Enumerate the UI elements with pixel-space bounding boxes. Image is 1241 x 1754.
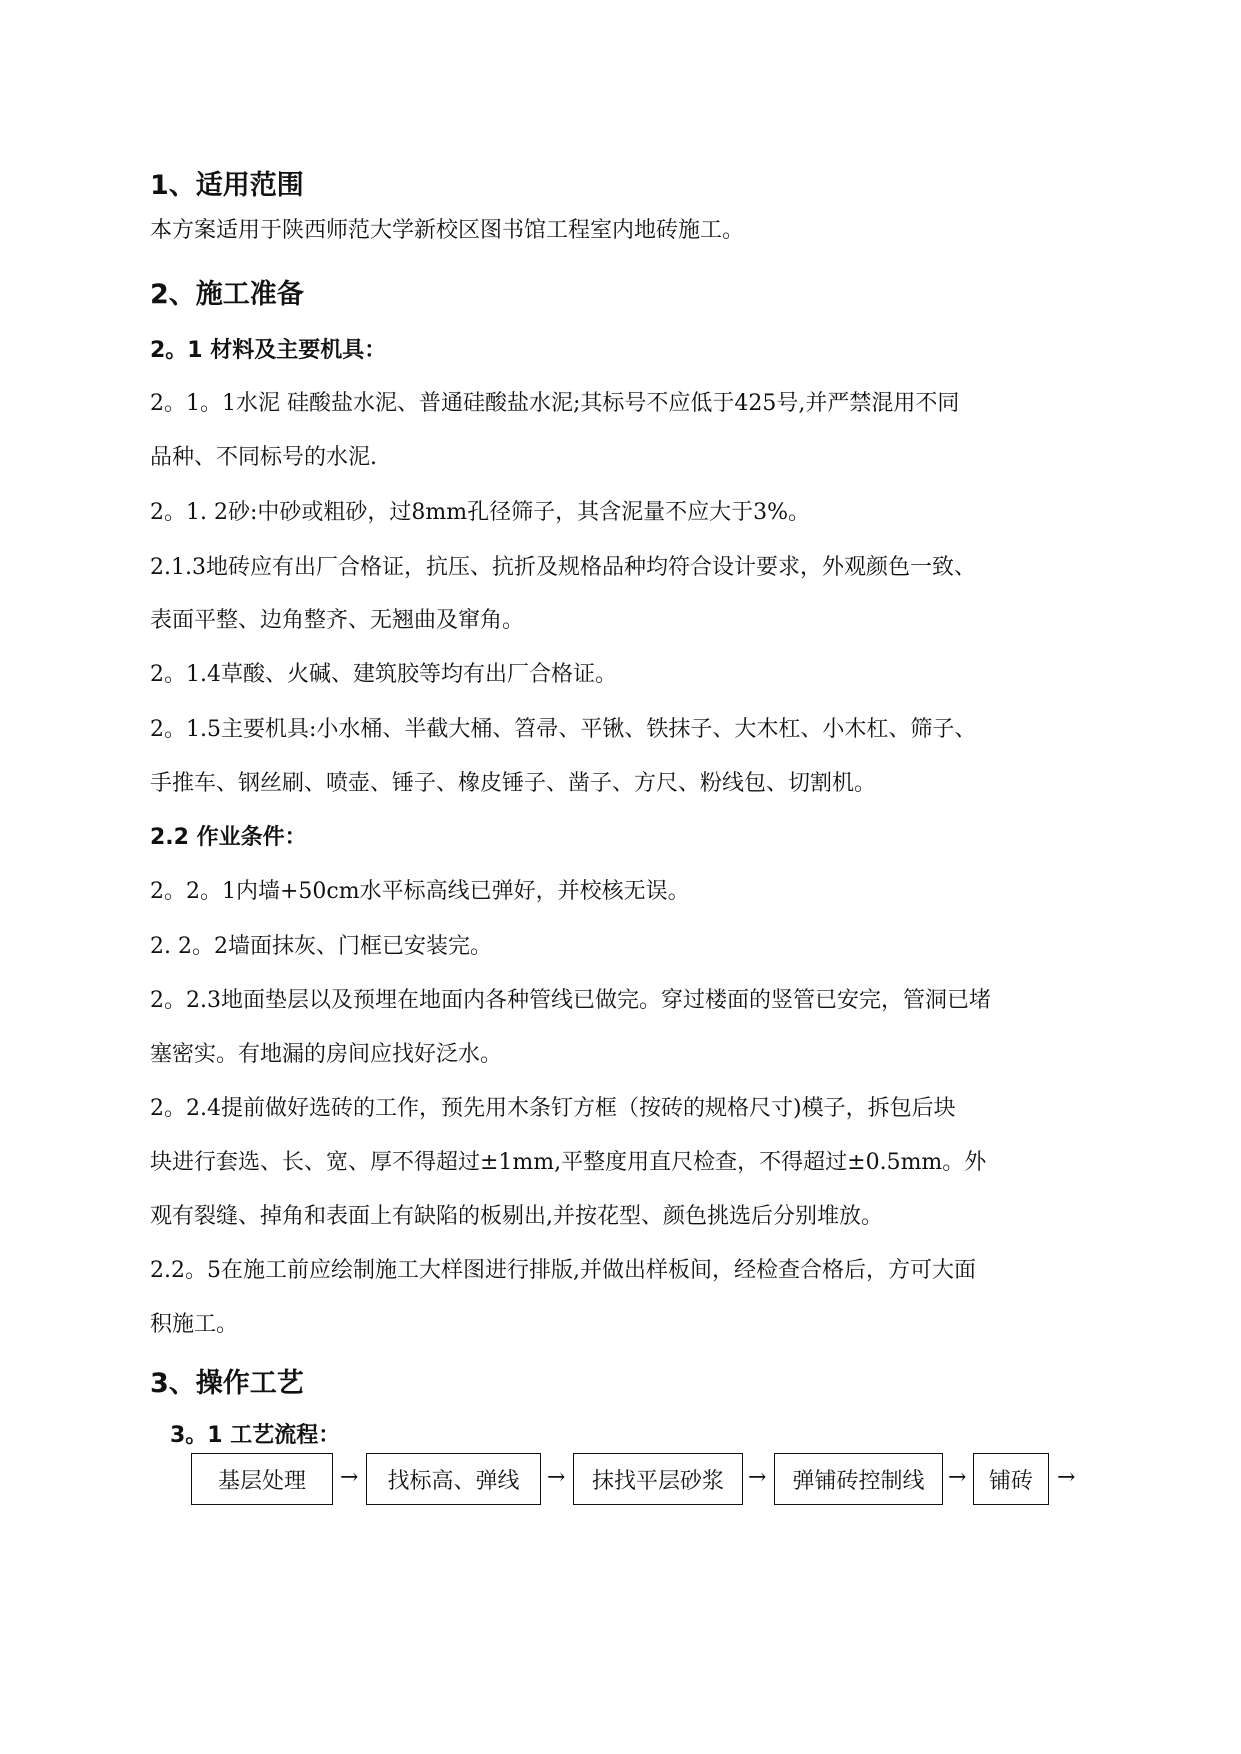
text-line: 2。1。1水泥 硅酸盐水泥、普通硅酸盐水泥;其标号不应低于425号,并严禁混用不同	[150, 391, 960, 416]
section-1-paragraph: 本方案适用于陕西师范大学新校区图书馆工程室内地砖施工。	[150, 218, 745, 243]
flow-arrow: →	[340, 1465, 359, 1490]
section-1-heading: 1、适用范围	[150, 170, 304, 201]
flow-arrow: →	[948, 1465, 967, 1490]
flow-step: 基层处理	[191, 1453, 333, 1505]
text-line: 2。2.4提前做好选砖的工作，预先用木条钉方框（按砖的规格尺寸)模子，拆包后块	[150, 1096, 956, 1121]
flow-step: 找标高、弹线	[366, 1453, 541, 1505]
flow-step: 铺砖	[973, 1453, 1049, 1505]
text-line: 2. 2。2墙面抹灰、门框已安装完。	[150, 934, 492, 959]
flow-arrow: →	[748, 1465, 767, 1490]
text-line: 2。1.5主要机具:小水桶、半截大桶、笤帚、平锹、铁抹子、大木杠、小木杠、筛子、	[150, 717, 977, 742]
text-line: 塞密实。有地漏的房间应找好泛水。	[150, 1042, 503, 1067]
flow-step: 抹找平层砂浆	[573, 1453, 743, 1505]
text-line: 2.2。5在施工前应绘制施工大样图进行排版,并做出样板间，经检查合格后，方可大面	[150, 1258, 976, 1283]
text-line: 2。2。1内墙+50cm水平标高线已弹好，并校核无误。	[150, 879, 690, 904]
text-line: 块进行套选、长、宽、厚不得超过±1mm,平整度用直尺检查，不得超过±0.5mm。外	[150, 1150, 987, 1175]
text-line: 2。2.3地面垫层以及预埋在地面内各种管线已做完。穿过楼面的竖管已安完，管洞已堵	[150, 988, 991, 1013]
text-line: 手推车、钢丝刷、喷壶、锤子、橡皮锤子、凿子、方尺、粉线包、切割机。	[150, 771, 877, 796]
text-line: 积施工。	[150, 1312, 239, 1337]
subsection-2-2-heading: 2.2 作业条件：	[150, 825, 307, 850]
text-line: 2。1. 2砂:中砂或粗砂，过8mm孔径筛子，其含泥量不应大于3%。	[150, 500, 811, 525]
section-3-heading: 3、操作工艺	[150, 1368, 304, 1399]
flow-arrow: →	[547, 1465, 566, 1490]
text-line: 2。1.4草酸、火碱、建筑胶等均有出厂合格证。	[150, 662, 617, 687]
text-line: 表面平整、边角整齐、无翘曲及窜角。	[150, 608, 525, 633]
flow-arrow: →	[1057, 1465, 1076, 1490]
section-2-heading: 2、施工准备	[150, 279, 304, 310]
text-line: 观有裂缝、掉角和表面上有缺陷的板剔出,并按花型、颜色挑选后分别堆放。	[150, 1204, 883, 1229]
subsection-2-1-heading: 2。1 材料及主要机具：	[150, 338, 387, 363]
flow-step: 弹铺砖控制线	[774, 1453, 943, 1505]
text-line: 品种、不同标号的水泥.	[150, 445, 377, 470]
subsection-3-1-heading: 3。1 工艺流程：	[170, 1423, 341, 1448]
text-line: 2.1.3地砖应有出厂合格证，抗压、抗折及规格品种均符合设计要求，外观颜色一致、	[150, 555, 976, 580]
